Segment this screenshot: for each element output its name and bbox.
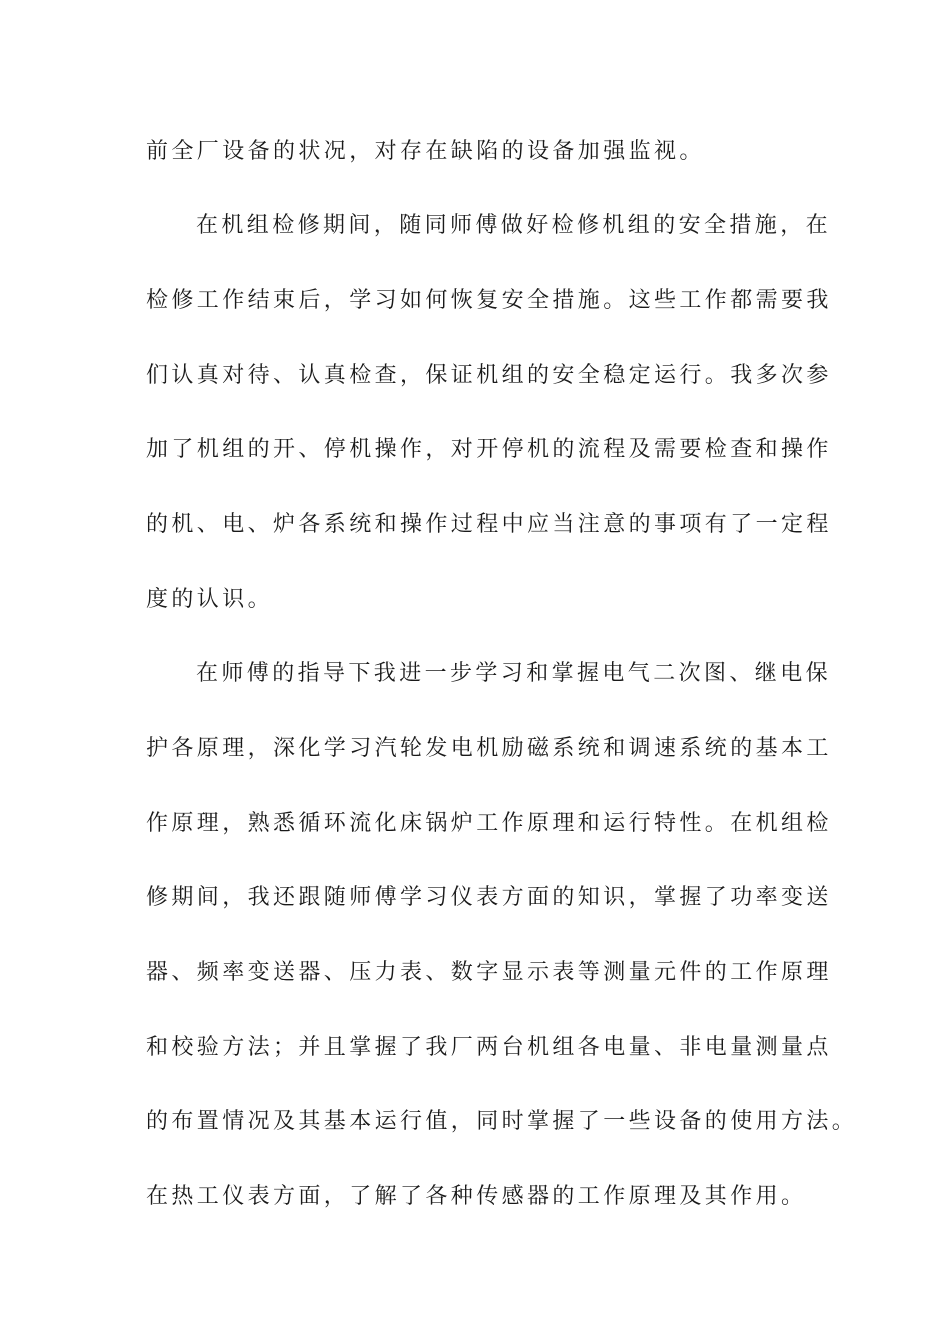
text-line: 在机组检修期间，随同师傅做好检修机组的安全措施，在 — [196, 213, 832, 238]
text-line: 前全厂设备的状况，对存在缺陷的设备加强监视。 — [146, 139, 705, 164]
text-line: 检修工作结束后，学习如何恢复安全措施。这些工作都需要我 — [146, 288, 832, 313]
text-line: 修期间，我还跟随师傅学习仪表方面的知识，掌握了功率变送 — [146, 885, 832, 910]
text-line: 的机、电、炉各系统和操作过程中应当注意的事项有了一定程 — [146, 512, 832, 537]
text-line: 器、频率变送器、压力表、数字显示表等测量元件的工作原理 — [146, 960, 832, 985]
text-line: 的布置情况及其基本运行值，同时掌握了一些设备的使用方法。 — [146, 1109, 858, 1134]
text-line: 作原理，熟悉循环流化床锅炉工作原理和运行特性。在机组检 — [146, 811, 832, 836]
text-line: 们认真对待、认真检查，保证机组的安全稳定运行。我多次参 — [146, 363, 832, 388]
text-line: 护各原理，深化学习汽轮发电机励磁系统和调速系统的基本工 — [146, 736, 832, 761]
text-line: 在热工仪表方面，了解了各种传感器的工作原理及其作用。 — [146, 1184, 807, 1209]
text-line: 在师傅的指导下我进一步学习和掌握电气二次图、继电保 — [196, 661, 832, 686]
text-line: 加了机组的开、停机操作，对开停机的流程及需要检查和操作 — [146, 437, 832, 462]
text-line: 度的认识。 — [146, 587, 274, 612]
text-line: 和校验方法；并且掌握了我厂两台机组各电量、非电量测量点 — [146, 1035, 832, 1060]
